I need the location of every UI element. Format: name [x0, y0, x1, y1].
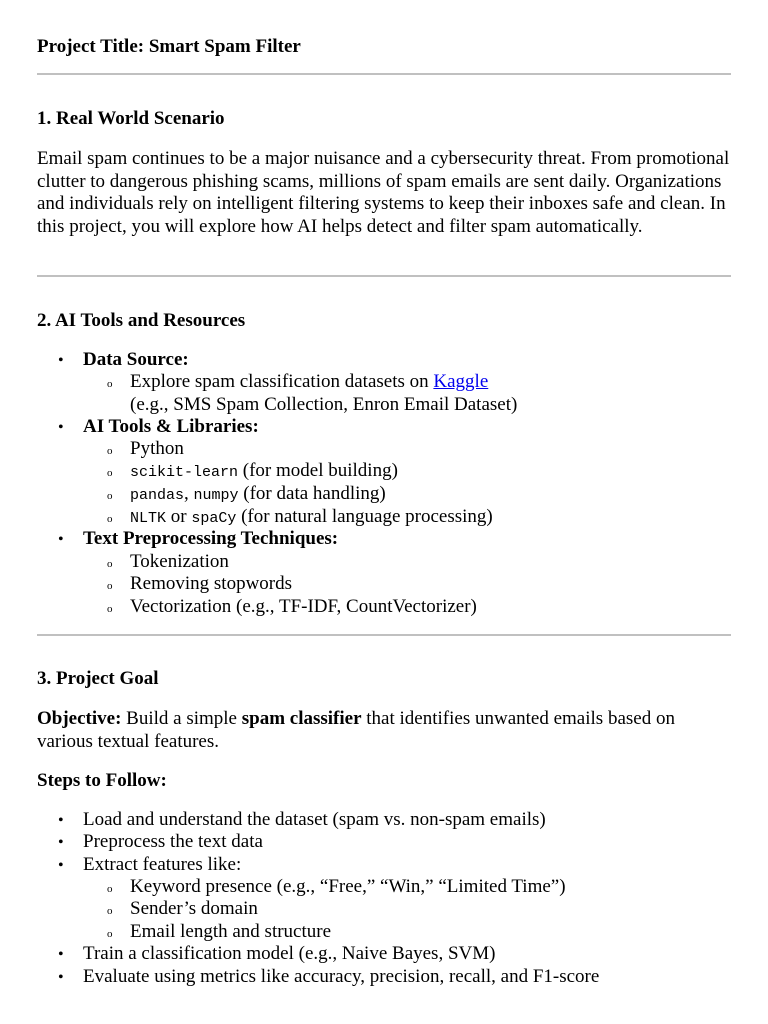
feature-item: Keyword presence (e.g., “Free,” “Win,” “Limited Time”) — [130, 876, 566, 897]
code-nltk: NLTK — [130, 510, 167, 527]
circle-bullet-icon: o — [107, 603, 113, 615]
code-sklearn: scikit-learn — [130, 464, 239, 481]
code-spacy: spaCy — [191, 510, 237, 527]
list-item: Removing stopwords — [130, 573, 293, 594]
bullet-icon: • — [58, 969, 64, 986]
circle-bullet-icon: o — [107, 445, 113, 457]
list-item-data-source: Data Source: — [83, 349, 189, 370]
objective-text: that identifies unwanted emails based on various textual features. — [37, 708, 675, 752]
bullet-icon: • — [58, 946, 64, 963]
code-pandas: pandas — [130, 487, 185, 504]
list-item — [130, 506, 493, 531]
bullet-icon: • — [58, 531, 64, 548]
circle-bullet-icon: o — [107, 513, 113, 525]
list-item: Tokenization — [130, 551, 229, 572]
list-item-continuation: (e.g., SMS Spam Collection, Enron Email Dataset) — [130, 394, 518, 415]
list-item-text: (for natural language processing) — [236, 506, 493, 527]
step-item: Load and understand the dataset (spam vs. non-spam emails) — [83, 809, 546, 830]
step-item: Preprocess the text data — [83, 831, 263, 852]
list-item-tools: AI Tools & Libraries: — [83, 416, 259, 437]
list-item-python: Python — [130, 438, 184, 459]
divider — [37, 73, 731, 75]
list-item-text: (for data handling) — [238, 483, 386, 504]
code-numpy: numpy — [193, 487, 239, 504]
circle-bullet-icon: o — [107, 905, 113, 917]
bullet-icon: • — [58, 352, 64, 369]
list-item — [130, 460, 398, 485]
circle-bullet-icon: o — [107, 928, 113, 940]
objective-label: Objective: — [37, 708, 122, 729]
list-item — [130, 371, 488, 394]
bullet-icon: • — [58, 834, 64, 851]
feature-item: Email length and structure — [130, 921, 332, 942]
divider — [37, 275, 731, 277]
kaggle-link[interactable]: Kaggle — [433, 371, 489, 392]
section-heading-tools: 2. AI Tools and Resources — [37, 310, 246, 331]
circle-bullet-icon: o — [107, 580, 113, 592]
feature-item: Sender’s domain — [130, 898, 258, 919]
objective-emphasis: spam classifier — [241, 708, 362, 729]
list-item-text: Explore spam classification datasets on — [130, 371, 434, 392]
steps-label: Steps to Follow: — [37, 770, 167, 791]
scenario-paragraph: Email spam continues to be a major nuisance and a cybersecurity threat. From promotional clutter to dangerous phishing scams, millions of spam emails are sent daily. Organizations and individuals rely on intelligent filtering systems to keep their inboxes safe and clean. In this project, you will explore how AI helps detect and filter spam automatically. — [37, 148, 730, 237]
objective-text: Build a simple — [121, 708, 242, 729]
bullet-icon: • — [58, 812, 64, 829]
project-title: Project Title: Smart Spam Filter — [37, 36, 301, 57]
list-item-text: or — [166, 506, 192, 527]
bullet-icon: • — [58, 857, 64, 874]
circle-bullet-icon: o — [107, 558, 113, 570]
list-item — [130, 483, 386, 508]
step-item: Train a classification model (e.g., Naive Bayes, SVM) — [83, 943, 496, 964]
section-heading-goal: 3. Project Goal — [37, 668, 159, 689]
circle-bullet-icon: o — [107, 490, 113, 502]
circle-bullet-icon: o — [107, 883, 113, 895]
circle-bullet-icon: o — [107, 378, 113, 390]
step-item: Evaluate using metrics like accuracy, precision, recall, and F1-score — [83, 966, 600, 987]
divider — [37, 634, 731, 636]
section-heading-scenario: 1. Real World Scenario — [37, 108, 225, 129]
list-item: Vectorization (e.g., TF-IDF, CountVectorizer) — [130, 596, 477, 617]
list-item-preprocessing: Text Preprocessing Techniques: — [83, 528, 339, 549]
step-item: Extract features like: — [83, 854, 242, 875]
list-item-text: (for model building) — [238, 460, 398, 481]
bullet-icon: • — [58, 419, 64, 436]
circle-bullet-icon: o — [107, 467, 113, 479]
objective-paragraph — [37, 708, 731, 753]
list-item-text: , — [184, 483, 194, 504]
